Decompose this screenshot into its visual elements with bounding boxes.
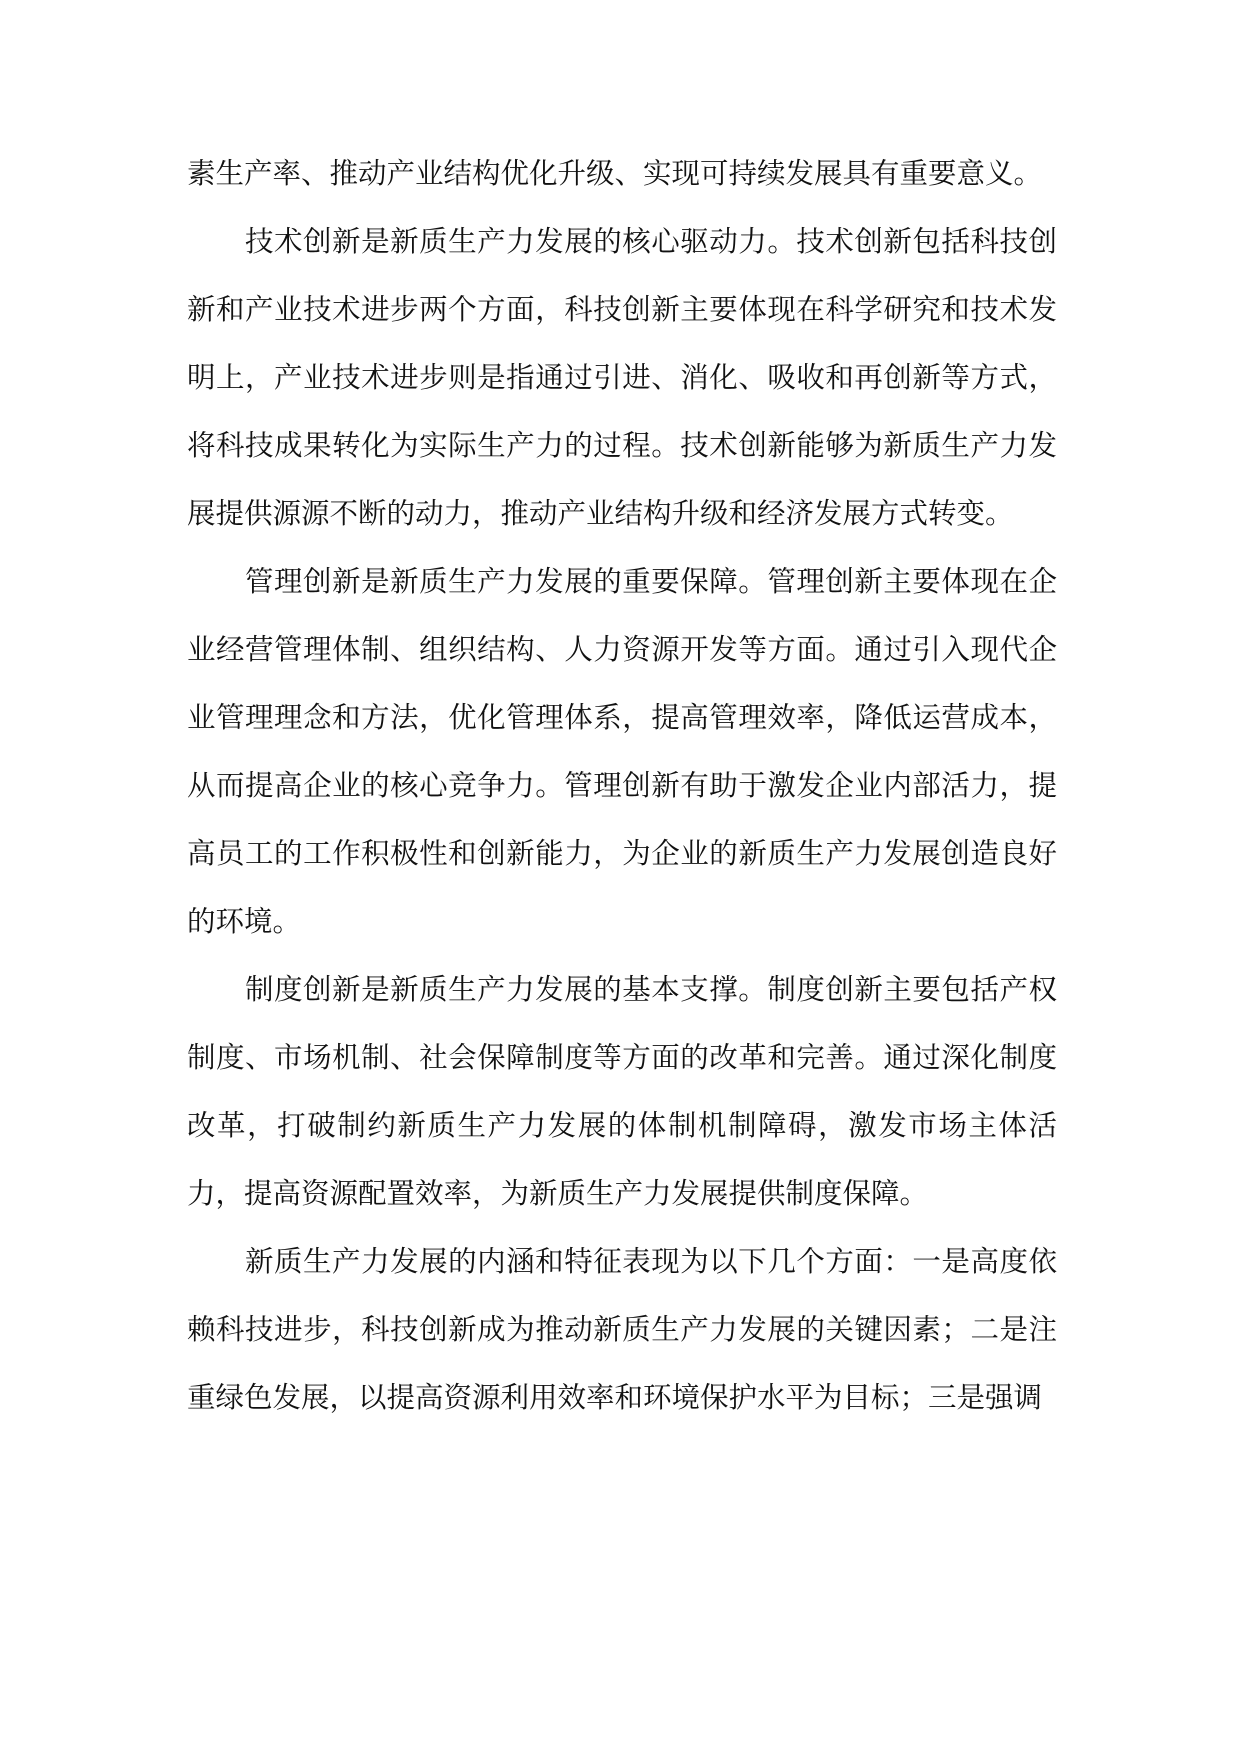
paragraph-institutional-innovation: 制度创新是新质生产力发展的基本支撑。制度创新主要包括产权制度、市场机制、社会保障制度等方面的改革和完善。通过深化制度改革，打破制约新质生产力发展的体制机制障碍，激发市场主体活力，提高资源配置效率，为新质生产力发展提供制度保障。	[187, 973, 1057, 1210]
paragraph-continuation: 素生产率、推动产业结构优化升级、实现可持续发展具有重要意义。	[187, 157, 1043, 190]
paragraph-technology-innovation: 技术创新是新质生产力发展的核心驱动力。技术创新包括科技创新和产业技术进步两个方面，科技创新主要体现在科学研究和技术发明上，产业技术进步则是指通过引进、消化、吸收和再创新等方式，将科技成果转化为实际生产力的过程。技术创新能够为新质生产力发展提供源源不断的动力，推动产业结构升级和经济发展方式转变。	[187, 225, 1057, 530]
paragraph-management-innovation: 管理创新是新质生产力发展的重要保障。管理创新主要体现在企业经营管理体制、组织结构、人力资源开发等方面。通过引入现代企业管理理念和方法，优化管理体系，提高管理效率，降低运营成本，从而提高企业的核心竞争力。管理创新有助于激发企业内部活力，提高员工的工作积极性和创新能力，为企业的新质生产力发展创造良好的环境。	[187, 565, 1057, 938]
document-body	[187, 140, 1057, 1432]
paragraph-connotation-features: 新质生产力发展的内涵和特征表现为以下几个方面：一是高度依赖科技进步，科技创新成为推动新质生产力发展的关键因素；二是注重绿色发展，以提高资源利用效率和环境保护水平为目标；三是强调	[187, 1245, 1057, 1414]
